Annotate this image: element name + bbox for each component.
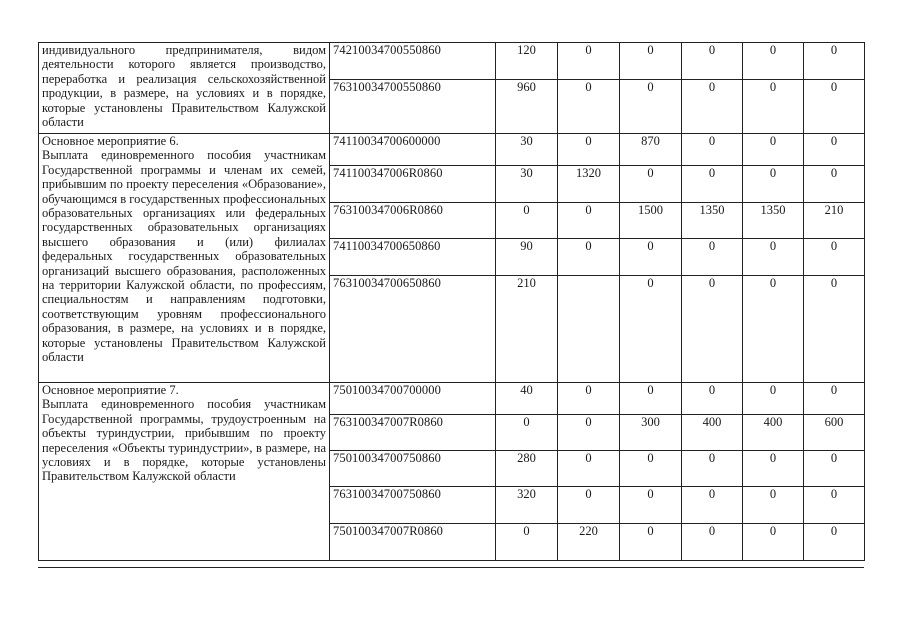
table-row <box>39 43 865 80</box>
table-row <box>39 134 865 166</box>
value-cell: 40 <box>496 383 558 415</box>
value-cell: 0 <box>558 80 620 134</box>
value-cell: 0 <box>804 166 865 203</box>
value-cell: 120 <box>496 43 558 80</box>
value-cell: 0 <box>682 451 743 487</box>
value-cell: 220 <box>558 524 620 561</box>
budget-code-cell: 750100347007R0860 <box>330 524 496 561</box>
value-cell: 0 <box>804 80 865 134</box>
measure-description: индивидуального предпринимателя, видом деятельности которого является производство, переработка и реализация сельскохозяйственной продукции, в размере, на условиях и в порядке, которые установлены Правительством Калужской области <box>42 43 326 130</box>
value-cell: 0 <box>743 276 804 383</box>
value-cell: 0 <box>804 451 865 487</box>
value-cell: 0 <box>804 487 865 524</box>
budget-code-cell: 741100347006R0860 <box>330 166 496 203</box>
value-cell: 0 <box>743 134 804 166</box>
value-cell: 0 <box>743 524 804 561</box>
value-cell: 1500 <box>620 203 682 239</box>
value-cell: 30 <box>496 166 558 203</box>
value-cell: 870 <box>620 134 682 166</box>
measure-description-cell <box>39 383 330 561</box>
value-cell: 0 <box>743 43 804 80</box>
value-cell: 0 <box>743 166 804 203</box>
value-cell: 1350 <box>682 203 743 239</box>
table-bottom-rule <box>38 567 864 568</box>
value-cell: 0 <box>558 134 620 166</box>
value-cell: 0 <box>620 239 682 276</box>
value-cell: 0 <box>620 451 682 487</box>
value-cell: 0 <box>620 524 682 561</box>
value-cell: 210 <box>804 203 865 239</box>
budget-code-cell: 75010034700700000 <box>330 383 496 415</box>
budget-code-cell: 76310034700750860 <box>330 487 496 524</box>
value-cell: 400 <box>743 415 804 451</box>
value-cell: 30 <box>496 134 558 166</box>
measure-description-cell <box>39 43 330 134</box>
value-cell: 600 <box>804 415 865 451</box>
value-cell: 0 <box>558 239 620 276</box>
value-cell: 0 <box>558 415 620 451</box>
value-cell: 0 <box>804 276 865 383</box>
value-cell: 0 <box>558 203 620 239</box>
measure-heading: Основное мероприятие 6. <box>42 134 179 148</box>
value-cell: 210 <box>496 276 558 383</box>
value-cell: 0 <box>682 43 743 80</box>
value-cell: 0 <box>558 383 620 415</box>
value-cell: 0 <box>496 203 558 239</box>
value-cell: 0 <box>682 487 743 524</box>
value-cell: 0 <box>743 487 804 524</box>
budget-code-cell: 76310034700550860 <box>330 80 496 134</box>
value-cell: 1320 <box>558 166 620 203</box>
budget-code-cell: 763100347006R0860 <box>330 203 496 239</box>
value-cell: 0 <box>682 239 743 276</box>
value-cell: 0 <box>743 451 804 487</box>
value-cell: 0 <box>620 487 682 524</box>
table-row <box>39 383 865 415</box>
value-cell: 0 <box>682 524 743 561</box>
measure-description: Выплата единовременного пособия участникам Государственной программы, трудоустроенным на объекты туриндустрии, прибывшим по проекту переселения «Объекты туриндустрии», в размере, на условиях и в порядке, которые установлены Правительством Калужской области <box>42 397 326 484</box>
value-cell: 0 <box>682 80 743 134</box>
value-cell: 0 <box>804 43 865 80</box>
value-cell: 0 <box>620 43 682 80</box>
value-cell: 0 <box>496 415 558 451</box>
measure-description-cell <box>39 134 330 383</box>
value-cell: 0 <box>804 383 865 415</box>
value-cell: 90 <box>496 239 558 276</box>
value-cell: 0 <box>804 524 865 561</box>
value-cell: 280 <box>496 451 558 487</box>
value-cell: 300 <box>620 415 682 451</box>
value-cell: 400 <box>682 415 743 451</box>
value-cell: 1350 <box>743 203 804 239</box>
value-cell: 0 <box>620 383 682 415</box>
budget-code-cell: 76310034700650860 <box>330 276 496 383</box>
value-cell: 0 <box>804 239 865 276</box>
measure-heading: Основное мероприятие 7. <box>42 383 179 397</box>
value-cell: 0 <box>682 134 743 166</box>
value-cell: 0 <box>804 134 865 166</box>
value-cell: 0 <box>620 276 682 383</box>
measure-description: Выплата единовременного пособия участникам Государственной программы и членам их семей, прибывшим по проекту переселения «Образование», обучающимся в государственных профессиональных образовательных организациях или федеральных государственных образовательных организациях высшего образования и (или) филиалах федеральных государственных образовательных организаций высшего образования, расположенных на территории Калужской области, по профессиям, специальностям и направлениям подготовки, соответствующим уровням профессионального образования, в размере, на условиях и в порядке, которые установлены Правительством Калужской области <box>42 148 326 365</box>
value-cell: 0 <box>743 383 804 415</box>
budget-code-cell: 74210034700550860 <box>330 43 496 80</box>
value-cell: 0 <box>682 276 743 383</box>
value-cell: 0 <box>620 80 682 134</box>
value-cell: 0 <box>620 166 682 203</box>
value-cell: 0 <box>496 524 558 561</box>
budget-code-cell: 74110034700600000 <box>330 134 496 166</box>
value-cell: 0 <box>558 487 620 524</box>
value-cell: 320 <box>496 487 558 524</box>
value-cell: 0 <box>558 43 620 80</box>
value-cell: 0 <box>558 451 620 487</box>
budget-code-cell: 75010034700750860 <box>330 451 496 487</box>
budget-table <box>38 42 865 561</box>
value-cell: 0 <box>743 80 804 134</box>
budget-code-cell: 74110034700650860 <box>330 239 496 276</box>
value-cell: 0 <box>682 383 743 415</box>
value-cell: 0 <box>743 239 804 276</box>
value-cell: 960 <box>496 80 558 134</box>
value-cell <box>558 276 620 383</box>
value-cell: 0 <box>682 166 743 203</box>
budget-code-cell: 763100347007R0860 <box>330 415 496 451</box>
